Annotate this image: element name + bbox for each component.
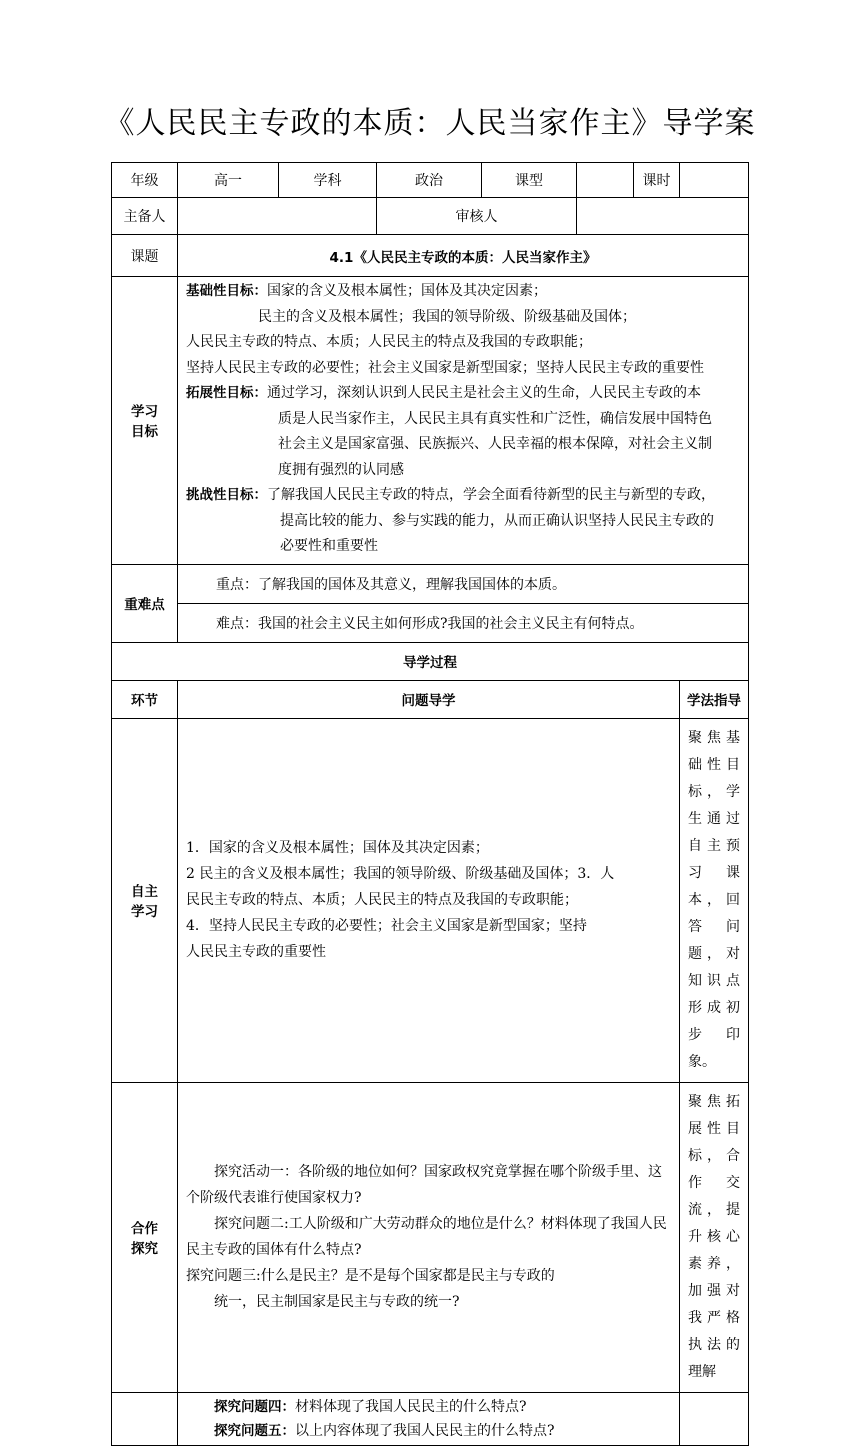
topic-label: 课题 [112,235,178,277]
challenge-goal-label: 挑战性目标： [186,487,267,503]
expand-goal-line: 通过学习，深刻认识到人民民主是社会主义的生命，人民民主专政的本 [267,385,701,401]
cooperation-label [112,1082,178,1392]
challenge-goal-line: 提高比较的能力、参与实践的能力，从而正确认识坚持人民民主专政的 [280,512,714,529]
reviewer-label: 审核人 [377,198,577,235]
process-title: 导学过程 [112,642,749,680]
type-label: 课型 [482,163,577,198]
cooperation-label-line1: 合作 [131,1221,158,1237]
self-study-label-line2: 学习 [131,904,158,920]
self-study-line: 人民民主专政的重要性 [186,944,326,960]
cooperation-label-line2: 探究 [131,1241,158,1257]
subject-value: 政治 [377,163,482,198]
self-study-line: 2 民主的含义及根本属性；我国的领导阶级、阶级基础及国体；3．人 [186,866,615,882]
key-points-label: 重难点 [112,564,178,642]
q4-text: 材料体现了我国人民民主的什么特点? [295,1398,527,1415]
q5-label: 探究问题五： [214,1422,295,1439]
goals-label [112,277,178,565]
expand-goal-line: 社会主义是国家富强、民族振兴、人民幸福的根本保障，对社会主义制 [278,436,712,452]
extra-stage-cell [112,1392,178,1445]
reviewer-value [577,198,749,235]
expand-goal-line: 度拥有强烈的认同感 [278,461,404,478]
expand-goal-line: 质是人民当家作主，人民民主具有真实性和广泛性，确信发展中国特色 [278,410,712,427]
topic-value: 4.1《人民民主专政的本质：人民当家作主》 [178,235,749,277]
guide-table [111,162,749,1446]
self-study-line: 1．国家的含义及根本属性；国体及其决定因素； [186,840,489,856]
page-title: 《人民民主专政的本质：人民当家作主》导学案 [104,106,756,141]
basic-goal-label: 基础性目标： [186,283,267,299]
extra-method-cell [680,1392,749,1445]
self-study-label [112,718,178,1082]
hour-value [680,163,749,198]
grade-value: 高一 [178,163,279,198]
hour-label: 课时 [634,163,680,198]
expand-goal-label: 拓展性目标： [186,385,267,401]
difficult-point: 难点：我国的社会主义民主如何形成?我国的社会主义民主有何特点。 [178,603,749,642]
col-method: 学法指导 [680,680,749,718]
cooperation-paragraph: 探究活动一：各阶级的地位如何？国家政权究竟掌握在哪个阶级手里、这个阶级代表谁行使国家权力? [186,1164,662,1206]
cooperation-paragraph: 统一，民主制国家是民主与专政的统一? [214,1294,460,1310]
goals-content [178,277,749,565]
self-study-line: 民民主专政的特点、本质；人民民主的特点及我国的专政职能； [186,892,578,908]
subject-label: 学科 [279,163,377,198]
basic-goal-line: 国家的含义及根本属性；国体及其决定因素； [267,283,547,299]
q4-label: 探究问题四： [214,1398,295,1415]
challenge-goal-line: 了解我国人民民主专政的特点，学会全面看待新型的民主与新型的专政， [267,487,715,503]
self-study-content [178,718,680,1082]
preparer-value [178,198,377,235]
cooperation-paragraph: 探究问题三:什么是民主？是不是每个国家都是民主与专政的 [186,1268,555,1284]
basic-goal-line: 民主的含义及根本属性；我国的领导阶级、阶级基础及国体； [258,308,636,325]
cooperation-method: 聚焦拓展性目标，合作交流，提升核心素养，加强对我严格执法的理解 [680,1082,749,1392]
col-guide: 问题导学 [178,680,680,718]
type-value [577,163,634,198]
goals-label-line2: 目标 [131,424,158,441]
self-study-method: 聚焦基础性目标，学生通过自主预习课本，回答问题，对知识点形成初步印象。 [680,718,749,1082]
basic-goal-line: 人民民主专政的特点、本质；人民民主的特点及我国的专政职能； [186,334,592,350]
preparer-label: 主备人 [112,198,178,235]
self-study-line: 4．坚持人民民主专政的必要性；社会主义国家是新型国家；坚持 [186,918,587,934]
col-stage: 环节 [112,680,178,718]
goals-label-line1: 学习 [131,404,158,421]
extra-questions [178,1392,680,1445]
self-study-label-line1: 自主 [131,884,158,900]
grade-label: 年级 [112,163,178,198]
challenge-goal-line: 必要性和重要性 [280,538,378,554]
cooperation-content [178,1082,680,1392]
cooperation-paragraph: 探究问题二:工人阶级和广大劳动群众的地位是什么？材料体现了我国人民民主专政的国体有什么特点? [186,1216,667,1258]
basic-goal-line: 坚持人民民主专政的必要性；社会主义国家是新型国家；坚持人民民主专政的重要性 [186,359,704,376]
q5-text: 以上内容体现了我国人民民主的什么特点? [295,1422,555,1439]
key-point: 重点：了解我国的国体及其意义，理解我国国体的本质。 [178,564,749,603]
